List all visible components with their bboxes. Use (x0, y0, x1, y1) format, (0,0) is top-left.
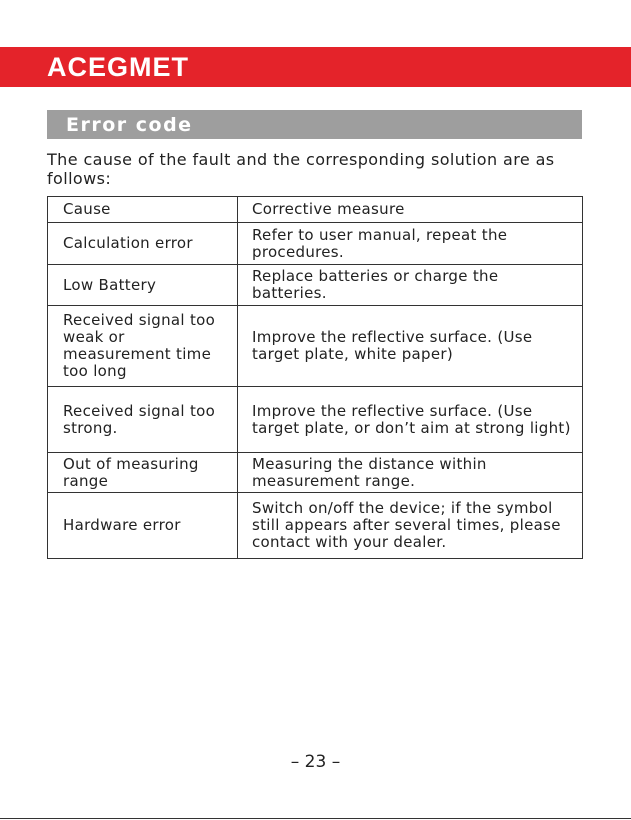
table-row (48, 265, 583, 306)
cause-cell: Hardware error (48, 493, 238, 559)
error-code-table (47, 196, 583, 559)
brand-logo: ACEGMET (47, 52, 189, 82)
page-number: – 23 – (290, 752, 341, 772)
table-row (48, 453, 583, 493)
column-header-measure: Corrective measure (238, 197, 583, 223)
measure-cell: Measuring the distance within measurement range. (238, 453, 583, 493)
cause-cell: Received signal too weak or measurement time too long (48, 306, 238, 387)
table-row (48, 387, 583, 453)
measure-cell: Improve the reflective surface. (Use target plate, or don’t aim at strong light) (238, 387, 583, 453)
column-header-cause: Cause (48, 197, 238, 223)
measure-cell: Refer to user manual, repeat the procedures. (238, 223, 583, 265)
cause-cell: Low Battery (48, 265, 238, 306)
table-header-row (48, 197, 583, 223)
measure-cell: Switch on/off the device; if the symbol still appears after several times, please contact with your dealer. (238, 493, 583, 559)
table-row (48, 223, 583, 265)
cause-cell: Received signal too strong. (48, 387, 238, 453)
measure-cell: Replace batteries or charge the batteries. (238, 265, 583, 306)
intro-paragraph: The cause of the fault and the corresponding solution are as follows: (47, 150, 555, 188)
table-row (48, 306, 583, 387)
section-title: Error code (66, 114, 193, 136)
table-row (48, 493, 583, 559)
measure-cell: Improve the reflective surface. (Use target plate, white paper) (238, 306, 583, 387)
cause-cell: Calculation error (48, 223, 238, 265)
cause-cell: Out of measuring range (48, 453, 238, 493)
bottom-rule (0, 818, 631, 819)
